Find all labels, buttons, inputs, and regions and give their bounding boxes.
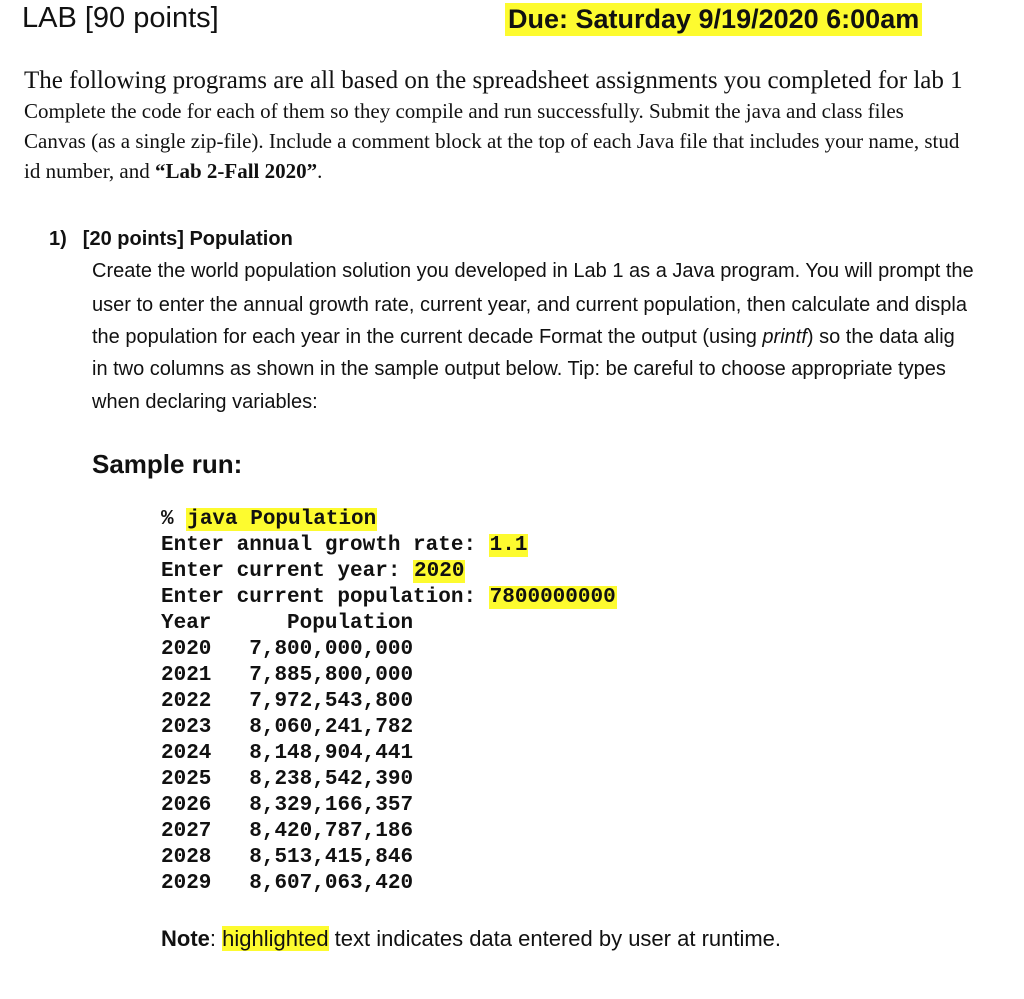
problem-title: [20 points] Population xyxy=(82,228,293,250)
command-line xyxy=(161,508,377,531)
user-input: 1.1 xyxy=(489,534,528,557)
command-input: java Population xyxy=(187,508,377,531)
lab-name-bold: “Lab 2-Fall 2020” xyxy=(154,159,318,183)
column-header-population: Population xyxy=(287,612,414,635)
problem-number: 1) xyxy=(49,228,67,250)
year-cell: 2021 xyxy=(161,664,212,687)
sample-run-heading: Sample run: xyxy=(92,449,243,479)
population-cell: 7,885,800,000 xyxy=(249,664,414,687)
user-input: 7800000000 xyxy=(489,586,616,609)
table-row xyxy=(161,872,413,895)
table-row xyxy=(161,716,413,739)
prompt-label: Enter annual growth rate: xyxy=(161,534,489,557)
year-cell: 2024 xyxy=(161,742,212,765)
printf-emphasis: printf xyxy=(762,326,807,348)
table-row xyxy=(161,820,413,843)
problem-text-line xyxy=(92,326,955,349)
population-cell: 8,060,241,782 xyxy=(249,716,414,739)
problem-text-line: Create the world population solution you developed in Lab 1 as a Java program. You will prompt the xyxy=(92,260,974,282)
prompt-symbol: % xyxy=(161,508,187,531)
note-colon: : xyxy=(209,926,223,951)
note-label: Note xyxy=(161,926,210,951)
table-row xyxy=(161,638,413,661)
population-cell: 7,800,000,000 xyxy=(249,638,414,661)
year-cell: 2022 xyxy=(161,690,212,713)
table-header xyxy=(161,612,413,635)
population-cell: 8,513,415,846 xyxy=(249,846,414,869)
year-cell: 2020 xyxy=(161,638,212,661)
year-cell: 2029 xyxy=(161,872,212,895)
note-line xyxy=(161,926,781,952)
problem-text: the population for each year in the current decade Format the output (using xyxy=(92,326,763,348)
year-cell: 2028 xyxy=(161,846,212,869)
table-row xyxy=(161,794,413,817)
note-highlighted-word: highlighted xyxy=(222,926,329,951)
prompt-line xyxy=(161,586,617,609)
intro-text: . xyxy=(317,159,323,183)
problem-text-line: when declaring variables: xyxy=(92,391,318,413)
population-cell: 8,238,542,390 xyxy=(249,768,414,791)
population-cell: 7,972,543,800 xyxy=(249,690,414,713)
year-cell: 2026 xyxy=(161,794,212,817)
problem-heading xyxy=(49,228,293,251)
column-header-year: Year xyxy=(161,612,212,635)
prompt-line xyxy=(161,560,465,583)
intro-line: Complete the code for each of them so they compile and run successfully. Submit the java and class files xyxy=(24,99,904,123)
prompt-label: Enter current year: xyxy=(161,560,414,583)
table-row xyxy=(161,742,413,765)
problem-text-line: in two columns as shown in the sample output below. Tip: be careful to choose appropriate types xyxy=(92,358,946,380)
year-cell: 2023 xyxy=(161,716,212,739)
problem-text-line: user to enter the annual growth rate, current year, and current population, then calculate and displa xyxy=(92,294,967,316)
note-text: text indicates data entered by user at runtime. xyxy=(328,926,782,951)
problem-text: ) so the data alig xyxy=(806,326,955,348)
population-cell: 8,329,166,357 xyxy=(249,794,414,817)
user-input: 2020 xyxy=(414,560,465,583)
year-cell: 2025 xyxy=(161,768,212,791)
table-row xyxy=(161,690,413,713)
intro-line: Canvas (as a single zip-file). Include a comment block at the top of each Java file that includes your name, stud xyxy=(24,129,960,153)
due-date: Due: Saturday 9/19/2020 6:00am xyxy=(505,3,922,36)
table-row xyxy=(161,846,413,869)
intro-line: The following programs are all based on the spreadsheet assignments you completed for lab 1 xyxy=(24,67,963,94)
prompt-line xyxy=(161,534,528,557)
year-cell: 2027 xyxy=(161,820,212,843)
population-cell: 8,607,063,420 xyxy=(249,872,414,895)
intro-text: id number, and xyxy=(24,159,155,183)
table-row xyxy=(161,768,413,791)
intro-line xyxy=(24,159,322,184)
population-cell: 8,148,904,441 xyxy=(249,742,414,765)
lab-title: LAB [90 points] xyxy=(22,2,219,34)
table-row xyxy=(161,664,413,687)
prompt-label: Enter current population: xyxy=(161,586,489,609)
population-cell: 8,420,787,186 xyxy=(249,820,414,843)
